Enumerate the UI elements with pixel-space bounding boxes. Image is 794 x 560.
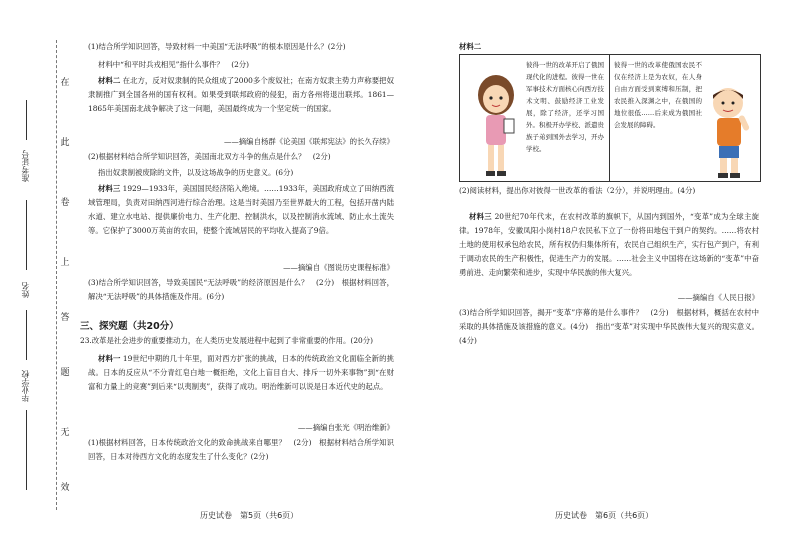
- material-2-text: 在北方，反对奴隶制的民众组成了2000多个废奴社；在南方奴隶主势力声称要把奴隶制推广到全国各州的国有权利。如果受到联邦政府的侵犯，南方各州将退出联邦。1861—1865年美国南北战争解决了这一问题，美国最终成为一个坚定统一的国家。: [88, 76, 394, 113]
- p6-question-3: (3)结合所学知识回答，揭开“变革”序幕的是什么事件？ (2分) 根据材料，概括在农村中采取的具体措施及该措施的意义。(4分) 指出“变革”对实现中华民族伟大复兴的现实意义。(4分): [459, 308, 759, 345]
- binding-margin: [0, 0, 78, 560]
- material-2-block: [88, 74, 394, 116]
- question-23-1: (1)根据材料回答，日本传统政治文化的致命挑战来自哪里？ (2分) 根据材料结合所学知识回答，日本对待西方文化的态度发生了什么变化？(2分): [88, 438, 394, 461]
- exam-number-label: 准考证号: [21, 150, 30, 182]
- page-5-footer: 历史试卷 第5页（共6页）: [200, 511, 299, 520]
- question-1-2b: 指出奴隶制被废除的文件，以及这场战争的历史意义。(6分): [98, 168, 294, 177]
- material-3-source: ——摘编自《图说历史课程标准》: [283, 263, 394, 272]
- section-3-heading: 三、探究题（共20分）: [80, 321, 179, 332]
- p6-material-3-text: 20世纪70年代末，在农村改革的旗帜下，从国内到国外，“变革”成为全球主旋律。1978年，安徽凤阳小岗村18户农民私下立了一份将田地包干到户的契约。……将农村土地的使用权承包给农民，所有权仍归集体所有，农民自己组织生产，实行包产到户，有利于调动农民的生产积极性，促进生产力的发展。……社会主义中国将在这场新的“变革”中奋勇前进、走向繁荣和进步，实现中华民族的伟大复兴。: [459, 212, 759, 277]
- question-1-3: (3)结合所学知识回答，导致美国民“无法呼吸”的经济原因是什么？ (2分) 根据材料回答，解决“无法呼吸”的具体措施及作用。(6分): [88, 278, 394, 301]
- panel-left-text: 彼得一世的改革开启了俄国现代化的进程。彼得一世在军事技术方面核心向西方技术文明、鼓励经济工业发展，除了经济，还学习国外。积极开办学校、派遣贵族子弟到国外去学习，开办学校。: [526, 61, 604, 153]
- binding-char: 答: [60, 313, 70, 323]
- binding-char: 上: [60, 258, 70, 268]
- binding-char: 效: [60, 483, 70, 493]
- p6-material-3-block: [459, 210, 759, 280]
- school-line: [26, 310, 27, 360]
- binding-char: 在: [60, 78, 70, 88]
- p6-material-2-label: 材料二: [459, 42, 482, 51]
- page-6-footer: 历史试卷 第6页（共6页）: [555, 511, 654, 520]
- page-6: [455, 0, 765, 560]
- question-23-stem: 23.改革是社会进步的重要推动力，在人类历史发展进程中起到了非常重要的作用。(20分): [80, 336, 373, 345]
- material-3-text: 1929—1933年，美国国民经济陷入绝境。……1933年，美国政府成立了田纳西流域管理局，负责对田纳西河进行综合治理。这是当时美国乃至世界最大的工程，包括开凿内陆水道、建立水电站、提供廉价电力、生产化肥、控制洪水，以及控制消水流域、防止水土流失等。它保护了3000万英亩的农田，使整个流域居民的平均收入提高了9倍。: [88, 184, 394, 235]
- panel-right-text: 彼得一世的改革使俄国农民不仅在经济上是为农奴，在人身自由方面受到束缚和压制，把农民推入深渊之中，在俄国的地位很低……后来成为俄国社会发展的障碍。: [614, 61, 702, 129]
- boy-illustration-icon: [706, 85, 754, 179]
- p6-material-3-label: 材料三: [469, 212, 492, 221]
- p6-material-3-source: ——摘编自《人民日报》: [677, 293, 759, 302]
- binding-char: 题: [60, 368, 70, 378]
- question-1-1b: 材料中“和平时兵戎相见”指什么事件？ (2分): [98, 60, 250, 69]
- girl-illustration-icon: [474, 73, 518, 177]
- material-1-text: 19世纪中期的几十年里，面对西方扩张的挑战，日本的传统政治文化面临全新的挑战。日本的反应从“不分青红皂白地一概拒绝，文化上盲目自大、排斥一切外来事物”到“在财富和力量上的竞赛”到后来“以夷制夷”，获得了成功。明治维新可以说是日本近代史的起点。: [88, 354, 394, 391]
- material-3-label: 材料三: [98, 184, 121, 193]
- exam-number-line: [26, 100, 27, 140]
- material-1-source: ——摘编自张光《明治维新》: [297, 423, 394, 432]
- material-2-source: ——摘编自杨群《论美国《联邦宪法》的长久存续》: [224, 137, 394, 146]
- page-5: [80, 0, 398, 560]
- binding-char: 卷: [60, 198, 70, 208]
- material-2-illustration-box: [459, 54, 761, 182]
- material-1-block: [88, 352, 394, 394]
- binding-char: 此: [60, 138, 70, 148]
- name-line: [26, 200, 27, 270]
- question-1-2: (2)根据材料结合所学知识回答，美国南北双方斗争的焦点是什么？ (2分): [88, 152, 331, 161]
- binding-dashed-line: [56, 40, 57, 510]
- school-label: 毕业学校: [21, 370, 30, 402]
- name-label: 姓名: [21, 282, 30, 298]
- question-1-1: (1)结合所学知识回答，导致材料一中美国“无法呼吸”的根本原因是什么？(2分): [88, 42, 346, 51]
- material-1-label: 材料一: [98, 354, 121, 363]
- material-2-label: 材料二: [98, 76, 121, 85]
- binding-char: 无: [60, 428, 70, 438]
- panel-divider: [609, 55, 610, 181]
- p6-question-2: (2)阅读材料，提出你对彼得一世改革的看法（2分），并说明理由。(4分): [459, 186, 696, 195]
- school-line-lower: [26, 410, 27, 490]
- material-3-block: [88, 182, 394, 238]
